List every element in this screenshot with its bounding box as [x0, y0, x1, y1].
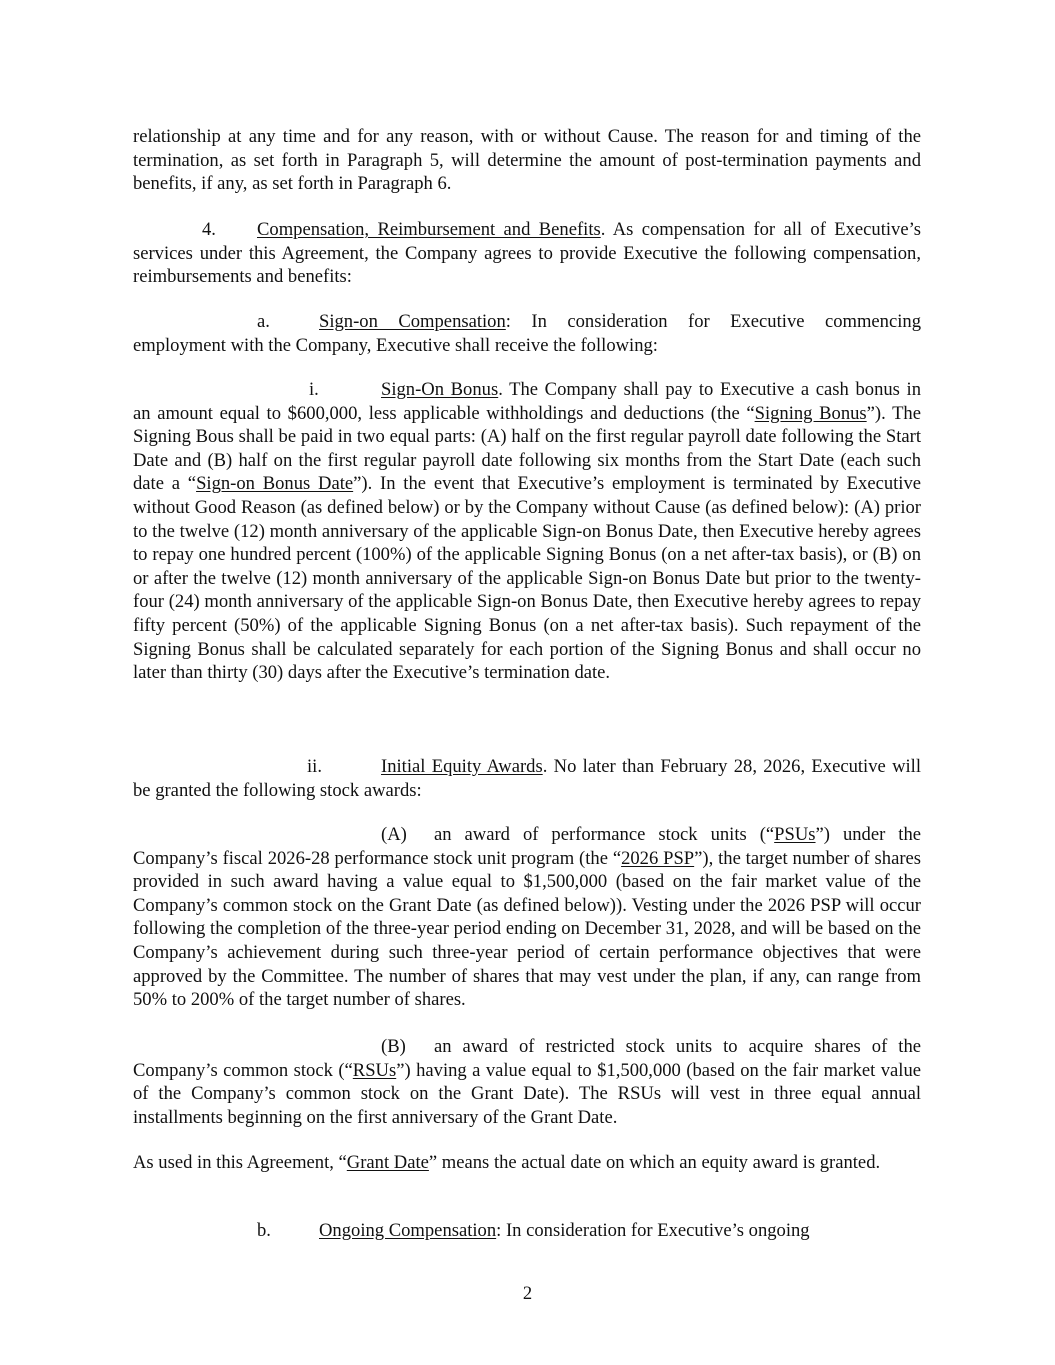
- item-marker-a-upper: (A): [381, 824, 407, 845]
- rsus-term: RSUs: [352, 1059, 397, 1081]
- ongoing-compensation-paragraph: b. Ongoing Compensation: In consideration for Executive’s ongoing: [133, 1219, 921, 1243]
- psus-term: PSUs: [774, 824, 816, 845]
- rsu-award-paragraph: (B) an award of restricted stock units to acquire shares of the Company’s common stock (“RSUs”) having a value equal to $1,500,000 (based on the fair market value of the Company’s common stock on the Grant Date). The RSUs will vest in three equal annual installments beginning on the first anniversary of the Grant Date.: [133, 1036, 921, 1128]
- item-marker-b: b.: [257, 1220, 271, 1241]
- item-marker-a: a.: [257, 311, 270, 332]
- item-marker-b-upper: (B): [381, 1036, 406, 1057]
- sign-on-compensation-heading: Sign-on Compensation: [319, 311, 506, 332]
- page-number: 2: [522, 1283, 533, 1304]
- sign-on-bonus-heading: Sign-On Bonus: [381, 379, 499, 400]
- grant-date-paragraph: As used in this Agreement, “Grant Date” means the actual date on which an equity award is granted.: [133, 1152, 881, 1173]
- sign-on-bonus-paragraph: i. Sign-On Bonus. The Company shall pay to Executive a cash bonus in an amount equal to $600,000, less applicable withholdings and deductions (the “Signing Bonus”). The Signing Bous shall be paid in two equal parts: (A) half on the first regular payroll date following the Start Date and (B) half on the first regular payroll date following six months from the Start Date (each such date a “Sign-on Bonus Date”). In the event that Executive’s employment is terminated by Executive without Good Reason (as defined below) or by the Company without Cause (as defined below): (A) prior to the twelve (12) month anniversary of the applicable Sign-on Bonus Date, then Executive hereby agrees to repay one hundred percent (100%) of the applicable Signing Bonus (on a net after-tax basis), or (B) on or after the twelve (12) month anniversary of the applicable Sign-on Bonus Date but prior to the twenty-four (24) month anniversary of the applicable Sign-on Bonus Date, then Executive hereby agrees to repay fifty percent (50%) of the applicable Signing Bonus (on a net after-tax basis). Such repayment of the Signing Bonus shall be calculated separately for each portion of the Signing Bonus and shall occur no later than thirty (30) days after the Executive’s termination date.: [133, 379, 921, 684]
- sign-on-bonus-date-term: Sign-on Bonus Date: [196, 473, 354, 495]
- initial-equity-awards-heading: Initial Equity Awards: [381, 756, 543, 777]
- psu-award-paragraph: (A) an award of performance stock units (“PSUs”) under the Company’s fiscal 2026-28 performance stock unit program (the “2026 PSP”), the target number of shares provided in such award having a value equal to $1,500,000 (based on the fair market value of the Company’s common stock on the Grant Date (as defined below)). Vesting under the 2026 PSP will occur following the completion of the three-year period ending on December 31, 2028, and will be based on the Company’s achievement during such three-year period of certain performance objectives that were approved by the Committee. The number of shares that may vest under the plan, if any, can range from 50% to 200% of the target number of shares.: [133, 824, 921, 1011]
- section-number: 4.: [202, 219, 216, 240]
- item-marker-i: i.: [309, 379, 319, 400]
- item-marker-ii: ii.: [307, 756, 322, 777]
- section-heading: Compensation, Reimbursement and Benefits: [257, 219, 601, 240]
- initial-equity-awards-paragraph: ii. Initial Equity Awards. No later than February 28, 2026, Executive will be granted the following stock awards:: [133, 756, 921, 801]
- section-4-paragraph: 4. Compensation, Reimbursement and Benefits. As compensation for all of Executive’s services under this Agreement, the Company agrees to provide Executive the following compensation, reimbursements and benefits:: [133, 219, 921, 288]
- ongoing-compensation-heading: Ongoing Compensation: [319, 1220, 497, 1241]
- grant-date-term: Grant Date: [346, 1152, 429, 1173]
- sign-on-compensation-paragraph: a. Sign-on Compensation: In consideration for Executive commencing employment with the Company, Executive shall receive the following:: [133, 311, 921, 356]
- signing-bonus-term: Signing Bonus: [754, 402, 867, 424]
- intro-paragraph: relationship at any time and for any reason, with or without Cause. The reason for and timing of the termination, as set forth in Paragraph 5, will determine the amount of post-termination payments and benefits, if any, as set forth in Paragraph 6.: [133, 126, 921, 195]
- psp-term: 2026 PSP: [621, 847, 695, 869]
